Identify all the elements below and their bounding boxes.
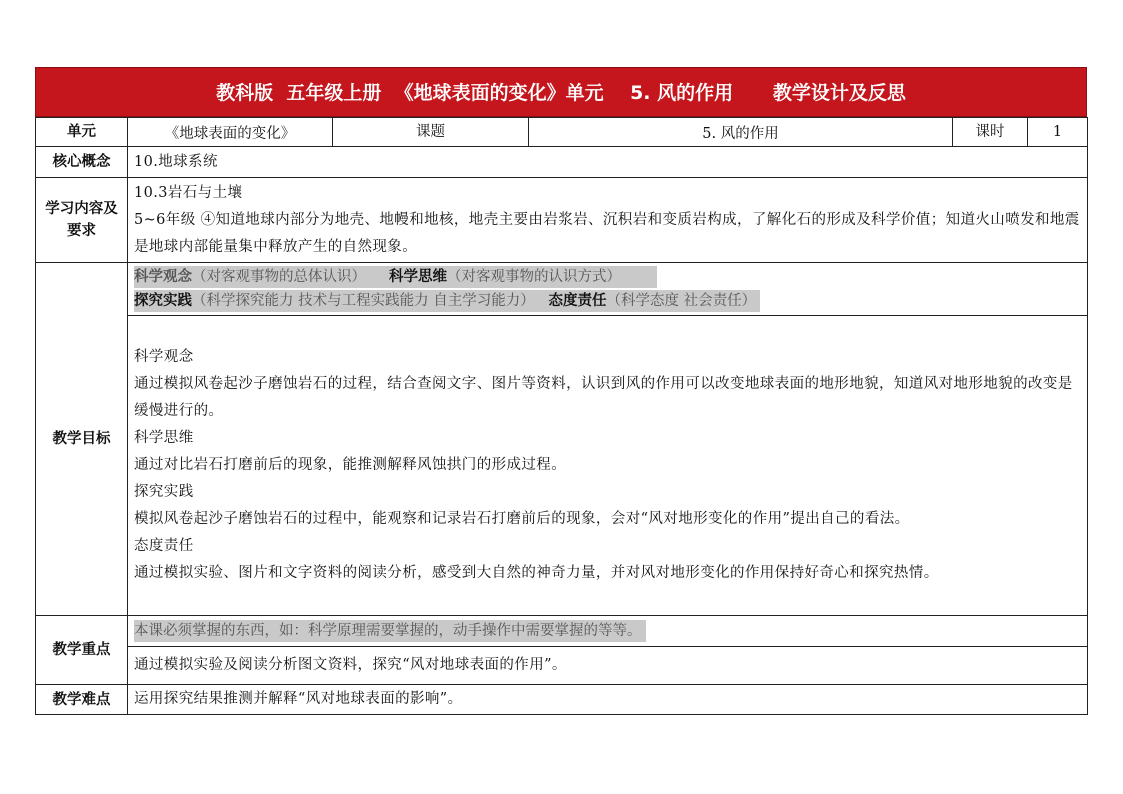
core-concept-value: 10.地球系统 bbox=[128, 147, 1088, 178]
header-row bbox=[36, 118, 1088, 147]
legend-desc-3: （科学探究能力 技术与工程实践能力 自主学习能力） bbox=[192, 293, 535, 309]
objective-text-practice: 模拟风卷起沙子磨蚀岩石的过程中，能观察和记录岩石打磨前后的现象，会对“风对地形变化的作用”提出自己的看法。 bbox=[134, 511, 910, 527]
lesson-plan-document bbox=[35, 67, 1087, 715]
legend-desc-1: （对客观事物的总体认识） bbox=[192, 269, 366, 285]
objective-text-concept: 通过模拟风卷起沙子磨蚀岩石的过程，结合查阅文字、图片等资料，认识到风的作用可以改变地球表面的地形地貌，知道风对地形地貌的改变是缓慢进行的。 bbox=[134, 376, 1073, 419]
learning-standard-code: 10.3岩石与土壤 bbox=[134, 184, 243, 201]
core-concept-row bbox=[36, 147, 1088, 178]
learning-label: 学习内容及要求 bbox=[36, 178, 128, 263]
legend-desc-2: （对客观事物的认识方式） bbox=[447, 269, 622, 285]
legend-key-2: 科学思维 bbox=[389, 268, 448, 285]
legend-line-1 bbox=[134, 266, 657, 288]
key-points-hint: 本课必须掌握的东西，如：科学原理需要掌握的，动手操作中需要掌握的等等。 bbox=[134, 620, 646, 642]
key-points-hint-cell bbox=[128, 616, 1088, 647]
lesson-plan-table bbox=[35, 117, 1088, 715]
difficulties-row bbox=[36, 685, 1088, 715]
difficulties-label: 教学难点 bbox=[36, 685, 128, 715]
learning-row bbox=[36, 178, 1088, 263]
topic-label: 课题 bbox=[333, 118, 529, 147]
key-points-value: 通过模拟实验及阅读分析图文资料，探究“风对地球表面的作用”。 bbox=[128, 647, 1088, 685]
key-points-hint-row bbox=[36, 616, 1088, 647]
objective-heading-thinking: 科学思维 bbox=[134, 430, 194, 446]
objective-text-attitude: 通过模拟实验、图片和文字资料的阅读分析，感受到大自然的神奇力量，并对风对地形变化的作用保持好奇心和探究热情。 bbox=[134, 565, 939, 581]
legend-key-4: 态度责任 bbox=[548, 292, 607, 309]
objectives-legend-row bbox=[36, 263, 1088, 316]
objectives-legend bbox=[128, 263, 1088, 316]
key-points-label: 教学重点 bbox=[36, 616, 128, 685]
legend-key-3: 探究实践 bbox=[134, 292, 192, 309]
unit-label: 单元 bbox=[36, 118, 128, 147]
objective-heading-practice: 探究实践 bbox=[134, 484, 194, 500]
core-concept-label: 核心概念 bbox=[36, 147, 128, 178]
objective-heading-concept: 科学观念 bbox=[134, 349, 194, 365]
period-label: 课时 bbox=[953, 118, 1028, 147]
legend-key-1: 科学观念 bbox=[134, 268, 192, 285]
period-value: 1 bbox=[1028, 118, 1088, 147]
objectives-label: 教学目标 bbox=[36, 263, 128, 616]
objectives-detail-row bbox=[36, 316, 1088, 616]
legend-line-2 bbox=[134, 290, 760, 312]
unit-value: 《地球表面的变化》 bbox=[128, 118, 333, 147]
document-title: 教科版 五年级上册 《地球表面的变化》单元 5. 风的作用 教学设计及反思 bbox=[35, 67, 1087, 117]
legend-desc-4: （科学态度 社会责任） bbox=[606, 293, 757, 309]
key-points-row bbox=[36, 647, 1088, 685]
difficulties-value: 运用探究结果推测并解释“风对地球表面的影响”。 bbox=[128, 685, 1088, 715]
learning-requirement: 5~6年级 ④知道地球内部分为地壳、地幔和地核，地壳主要由岩浆岩、沉积岩和变质岩构成，了解化石的形成及科学价值；知道火山喷发和地震是地球内部能量集中释放产生的自然现象。 bbox=[134, 211, 1080, 255]
objectives-detail bbox=[128, 316, 1088, 616]
objective-heading-attitude: 态度责任 bbox=[134, 538, 194, 554]
objective-text-thinking: 通过对比岩石打磨前后的现象，能推测解释风蚀拱门的形成过程。 bbox=[134, 457, 567, 473]
learning-content bbox=[128, 178, 1088, 263]
topic-value: 5. 风的作用 bbox=[529, 118, 953, 147]
